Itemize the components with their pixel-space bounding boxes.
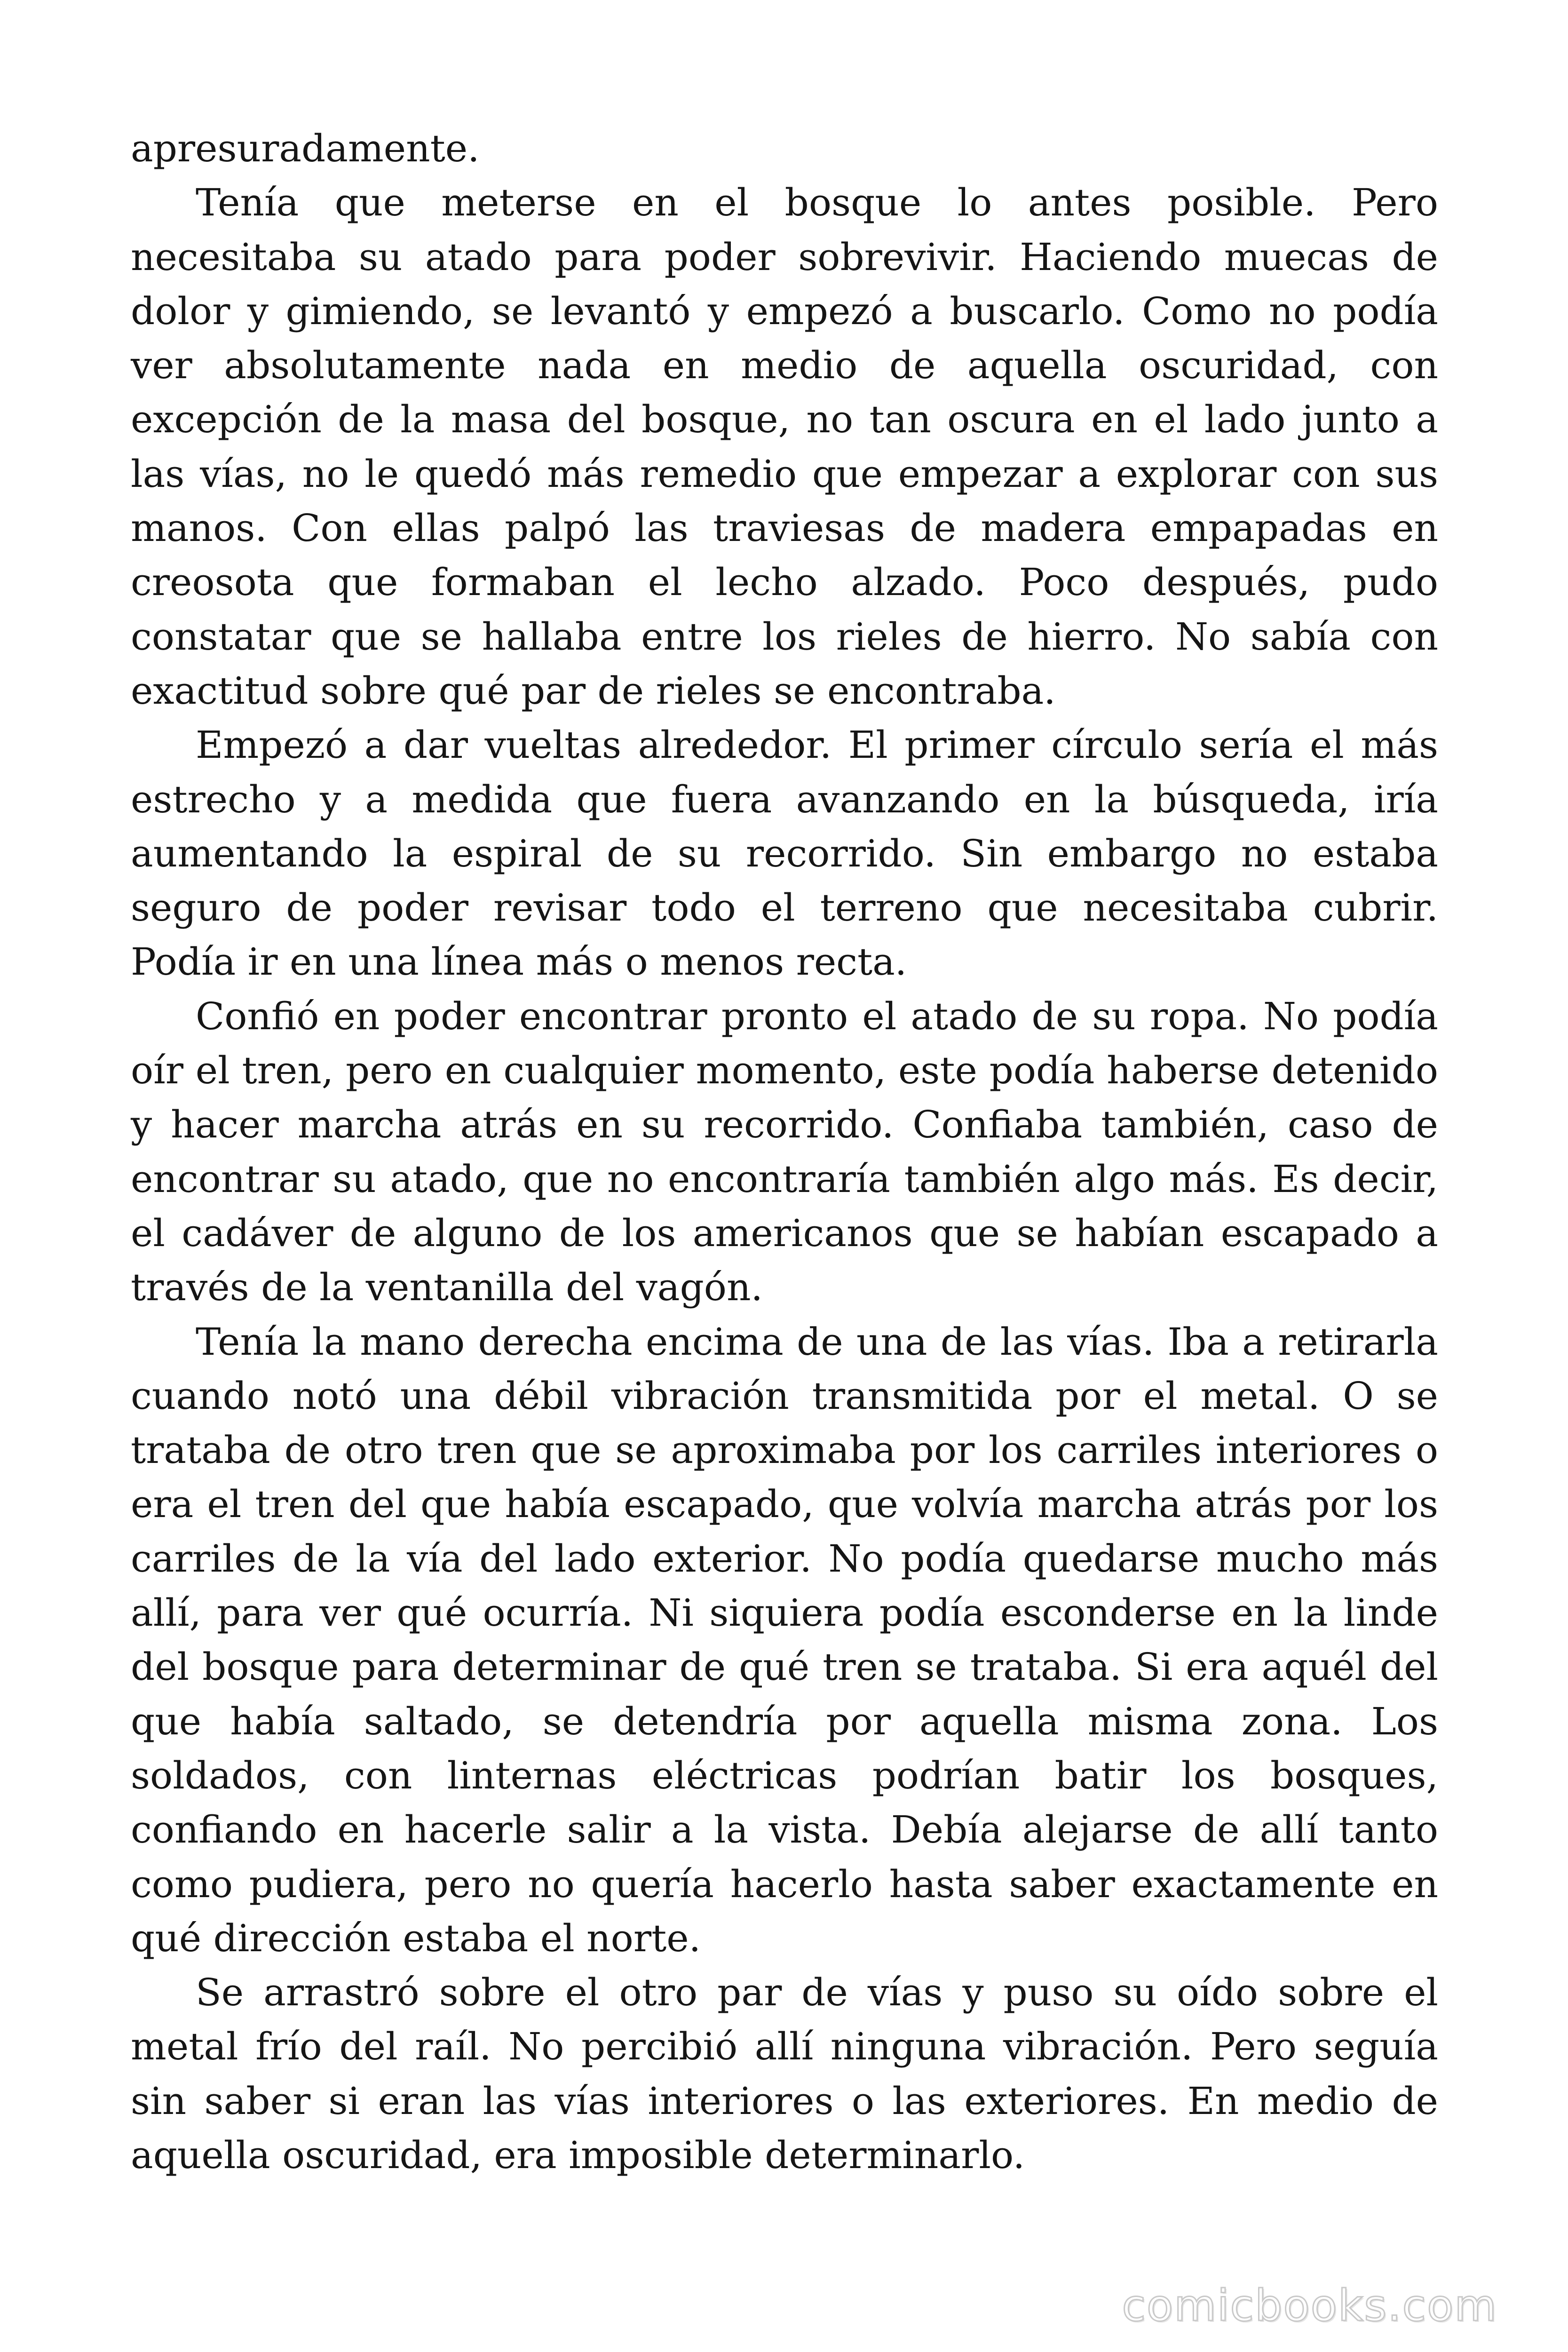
body-text <box>131 121 1438 2182</box>
paragraph: Tenía la mano derecha encima de una de las vías. Iba a retirarla cuando notó una débil vibración transmitida por el metal. O se trataba de otro tren que se aproximaba por los carriles interiores o era el tren del que había escapado, que volvía marcha atrás por los carriles de la vía del lado exterior. No podía quedarse mucho más allí, para ver qué ocurría. Ni siquiera podía esconderse en la linde del bosque para determinar de qué tren se trataba. Si era aquél del que había saltado, se detendría por aquella misma zona. Los soldados, con linternas eléctricas podrían batir los bosques, confiando en hacerle salir a la vista. Debía alejarse de allí tanto como pudiera, pero no quería hacerlo hasta saber exactamente en qué dirección estaba el norte. <box>131 1319 1438 1960</box>
paragraph: Tenía que meterse en el bosque lo antes posible. Pero necesitaba su atado para poder sobrevivir. Haciendo muecas de dolor y gimiendo, se levantó y empezó a buscarlo. Como no podía ver absolutamente nada en medio de aquella oscuridad, con excepción de la masa del bosque, no tan oscura en el lado junto a las vías, no le quedó más remedio que empezar a explorar con sus manos. Con ellas palpó las traviesas de madera empapadas en creosota que formaban el lecho alzado. Poco después, pudo constatar que se hallaba entre los rieles de hierro. No sabía con exactitud sobre qué par de rieles se encontraba. <box>131 181 1438 713</box>
paragraph: Confió en poder encontrar pronto el atado de su ropa. No podía oír el tren, pero en cualquier momento, este podía haberse detenido y hacer marcha atrás en su recorrido. Confiaba también, caso de encontrar su atado, que no encontraría también algo más. Es decir, el cadáver de alguno de los americanos que se habían escapado a través de la ventanilla del vagón. <box>131 994 1438 1310</box>
paragraph: Empezó a dar vueltas alrededor. El primer círculo sería el más estrecho y a medida que fuera avanzando en la búsqueda, iría aumentando la espiral de su recorrido. Sin embargo no estaba seguro de poder revisar todo el terreno que necesitaba cubrir. Podía ir en una línea más o menos recta. <box>131 723 1438 984</box>
paragraph-continuation: apresuradamente. <box>131 127 480 170</box>
paragraph: Se arrastró sobre el otro par de vías y puso su oído sobre el metal frío del raíl. No percibió allí ninguna vibración. Pero seguía sin saber si eran las vías interiores o las exteriores. En medio de aquella oscuridad, era imposible determinarlo. <box>131 1971 1438 2177</box>
watermark: comicbooks.com <box>1122 2280 1497 2331</box>
